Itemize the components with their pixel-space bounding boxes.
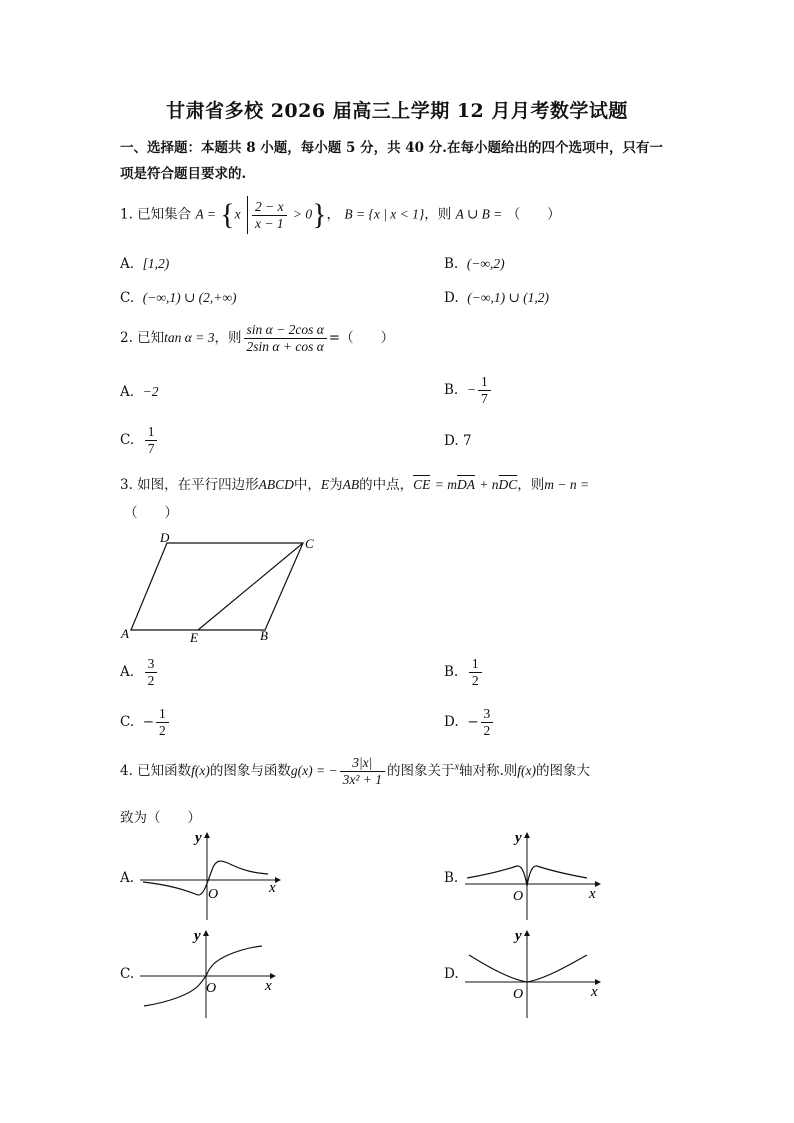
svg-text:O: O (513, 889, 524, 904)
q1-fraction: $\frac{2 - x}{x - 1}$ (252, 199, 287, 232)
question-2 (120, 322, 394, 355)
svg-text:x: x (589, 886, 596, 902)
question-4: 4. 已知函数f(x)的图象与函数g(x) = − $\frac{3|x|}{\text{3x² + 1}}$ 的图象关于$^x$轴对称.则f(x)的图象大 (120, 755, 590, 787)
q1-prefix: 1. 已知集合 (120, 206, 192, 223)
q3-paren: （ ） (124, 505, 178, 521)
vertex-a-label: A (121, 626, 129, 641)
svg-text:x: x (265, 978, 272, 994)
svg-text:y: y (515, 928, 522, 944)
q1-tail: （ ） (506, 206, 561, 223)
q2-mid: ，则 (214, 330, 242, 346)
parallelogram-figure (115, 530, 325, 645)
graph-d (465, 926, 610, 1021)
point-e-label: E (190, 630, 198, 645)
q3-option-a: A. $\frac{3}{2}$ (120, 656, 159, 689)
vertex-b-label: B (260, 628, 268, 643)
q2-option-a: A. −2 (120, 384, 159, 400)
q4-fraction: $\frac{3|x|}{\text{3x² + 1}}$ (340, 755, 385, 788)
section-heading-line2: 项是符合题目要求的. (120, 166, 247, 182)
q4-option-b: B. (444, 870, 459, 886)
parallelogram-abcd (131, 543, 303, 630)
q2-option-c-fraction: $\frac{1}{7}$ (145, 424, 158, 457)
question-3: 3. 如图，在平行四边形ABCD中，E为AB的中点，CE = mDA + nDC，则m − n = (120, 477, 590, 493)
q2-option-d: D. 7 (444, 433, 472, 449)
svg-text:O: O (513, 987, 524, 1002)
q2-option-b: B. − $\frac{1}{7}$ (444, 374, 493, 407)
svg-text:O: O (206, 981, 217, 996)
svg-text:y: y (515, 830, 522, 846)
q1-option-d: D. (−∞,1) ∪ (1,2) (444, 290, 550, 306)
q2-tail: =（ ） (328, 330, 395, 346)
q4-option-d: D. (444, 966, 459, 982)
q3-option-b: B. $\frac{1}{2}$ (444, 656, 484, 689)
q2-prefix: 2. 已知 (120, 330, 165, 346)
graph-a-curve (143, 861, 268, 895)
q1-union: A ∪ B = (455, 206, 503, 222)
segment-ce (198, 543, 303, 630)
q1-set-b: B = {x | x < 1} (344, 206, 425, 222)
page-title: 甘肃省多校 2026 届高三上学期 12 月月考数学试题 (166, 100, 628, 122)
graph-a (140, 828, 285, 923)
q4-option-c: C. (120, 966, 135, 982)
q1-set-a-lhs: A = (195, 206, 216, 222)
svg-text:x: x (591, 984, 598, 1000)
vector-dc: DC (498, 477, 518, 492)
q1-bar (247, 196, 248, 234)
q3-option-c: C. − $\frac{1}{2}$ (120, 706, 171, 739)
graph-d-curve (469, 955, 587, 982)
graph-b (465, 828, 610, 923)
svg-text:x: x (269, 880, 276, 896)
q1-option-b: B. (−∞,2) (444, 256, 505, 272)
q4-line2: 致为（ ） (120, 810, 201, 826)
q2-option-c: C. $\frac{1}{7}$ (120, 424, 159, 457)
q1-option-c: C. (−∞,1) ∪ (2,+∞) (120, 290, 237, 306)
q2-given: tan α = 3 (164, 330, 215, 345)
q3-option-d: D. − $\frac{3}{2}$ (444, 706, 495, 739)
svg-text:y: y (195, 830, 202, 846)
q4-option-a: A. (120, 870, 135, 886)
q1-option-a: A. [1,2) (120, 256, 170, 272)
q1-right-brace: } (312, 198, 327, 231)
question-1 (120, 196, 561, 234)
q1-gt0: > 0 (292, 206, 313, 222)
q1-left-brace: { (220, 198, 235, 231)
svg-text:O: O (208, 887, 219, 902)
section-heading-line1: 一、选择题：本题共 8 小题，每小题 5 分，共 40 分.在每小题给出的四个选项中，只有一 (120, 140, 663, 156)
q1-x: x (234, 206, 241, 222)
graph-c (140, 926, 285, 1021)
q2-fraction: $\frac{\text{sin α − 2cos α}}{\text{2sin α + cos α}}$ (244, 322, 327, 355)
svg-text:y: y (194, 928, 201, 944)
vector-ce: CE (413, 477, 431, 492)
vertex-c-label: C (305, 536, 314, 551)
q1-mid: ， (326, 206, 341, 223)
q1-suffix: ，则 (424, 206, 452, 223)
vertex-d-label: D (160, 530, 170, 545)
q2-option-b-fraction: $\frac{1}{7}$ (478, 374, 491, 407)
vector-da: DA (456, 477, 475, 492)
